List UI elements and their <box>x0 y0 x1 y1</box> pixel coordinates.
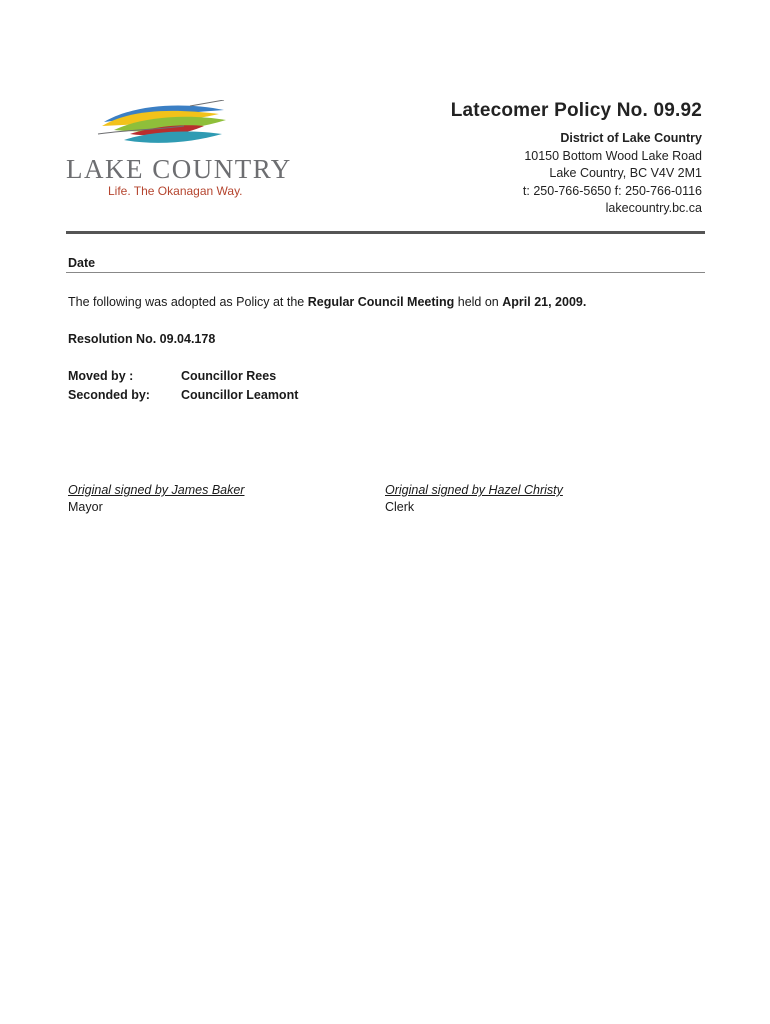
mayor-title: Mayor <box>68 500 103 514</box>
adoption-statement <box>68 295 586 309</box>
meeting-date: April 21, 2009. <box>502 295 587 309</box>
lake-country-swoosh-icon <box>94 100 234 150</box>
organization-name: District of Lake Country <box>560 131 702 145</box>
meeting-name: Regular Council Meeting <box>307 295 455 309</box>
address-line-2: Lake Country, BC V4V 2M1 <box>549 166 702 180</box>
adoption-prefix: The following was adopted as Policy at the <box>68 295 308 309</box>
date-label: Date <box>68 256 96 270</box>
clerk-signed-by: Original signed by Hazel Christy <box>385 483 563 497</box>
seconded-by-row <box>68 388 298 402</box>
moved-by-row <box>68 369 276 383</box>
policy-title: Latecomer Policy No. 09.92 <box>450 100 702 121</box>
seconded-by-value: Councillor Leamont <box>181 388 299 402</box>
adoption-middle: held on <box>454 295 503 309</box>
document-header <box>451 100 702 218</box>
date-divider <box>66 272 705 273</box>
moved-by-value: Councillor Rees <box>181 369 277 383</box>
clerk-title: Clerk <box>385 500 415 514</box>
header-divider <box>66 231 705 234</box>
clerk-signature <box>385 483 563 514</box>
resolution-number: Resolution No. 09.04.178 <box>68 332 216 346</box>
lake-country-logo <box>66 100 292 200</box>
seconded-by-label: Seconded by: <box>68 388 150 402</box>
mayor-signature <box>68 483 244 514</box>
logo-tagline: Life. The Okanagan Way. <box>108 184 243 198</box>
website: lakecountry.bc.ca <box>605 201 702 215</box>
contact-phone: t: 250-766-5650 f: 250-766-0116 <box>522 183 702 198</box>
address-line-1: 10150 Bottom Wood Lake Road <box>524 148 702 163</box>
logo-name: LAKE COUNTRY <box>66 154 292 184</box>
moved-by-label: Moved by : <box>68 369 134 383</box>
mayor-signed-by: Original signed by James Baker <box>68 483 245 497</box>
